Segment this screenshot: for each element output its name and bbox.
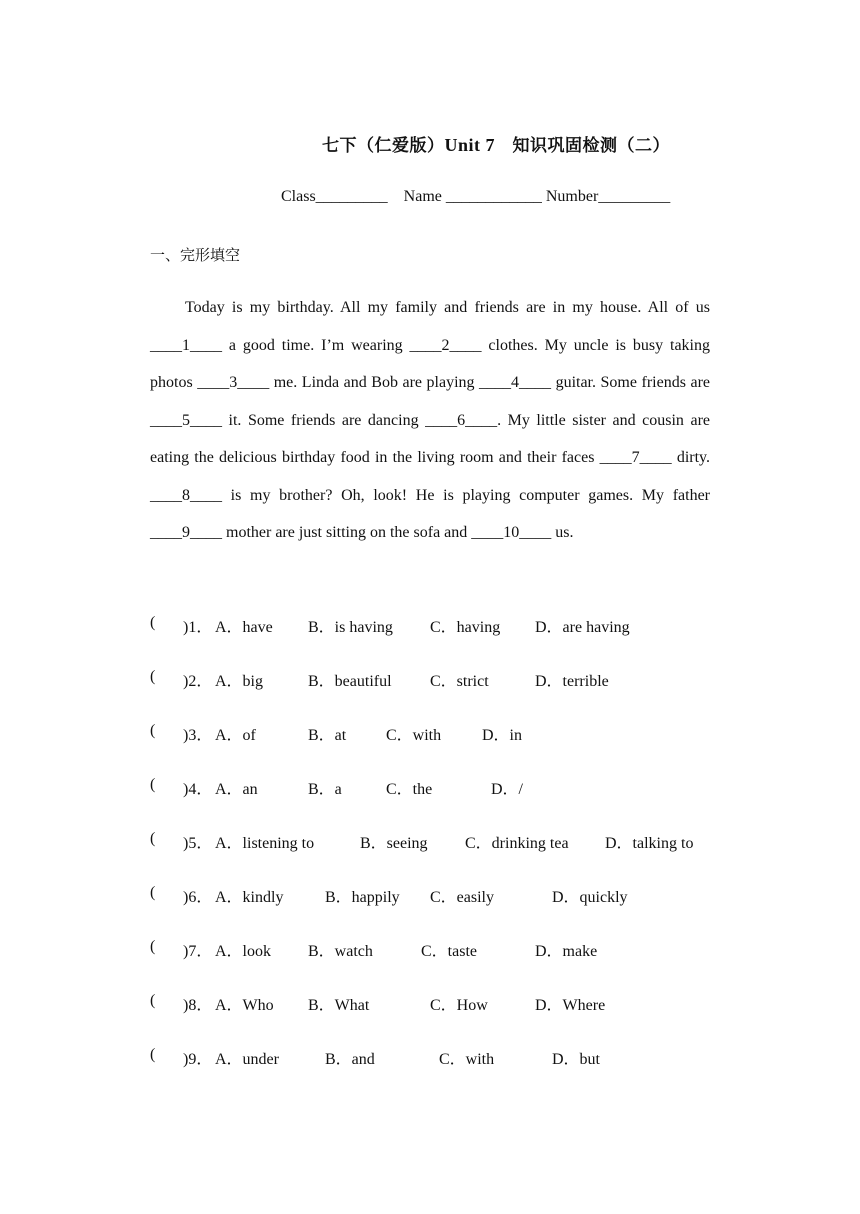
option-a[interactable]: A．under <box>215 1051 279 1068</box>
option-b[interactable]: B．at <box>308 727 347 744</box>
question-number: )7． <box>183 943 213 960</box>
title-unit: Unit 7 <box>444 135 496 155</box>
class-field[interactable]: Class_________ <box>281 188 388 205</box>
option-c[interactable]: C．strict <box>430 673 489 690</box>
option-d[interactable]: D．terrible <box>535 673 609 690</box>
question-number: )4． <box>183 781 213 798</box>
question-number: )2． <box>183 673 213 690</box>
option-c[interactable]: C．with <box>386 727 442 744</box>
cloze-passage: Today is my birthday. All my family and friends are in my house. All of us ____1____ a good time. I’m wearing ____2____ clothes. My uncle is busy taking photos ____3____ me. Linda and Bob are playing ____4____ guitar. Some friends are ____5____ it. Some friends are dancing ____6____. My little sister and cousin are eating the delicious birthday food in the living room and their faces ____7____ dirty. ____8____ is my brother? Oh, look! He is playing computer games. My father ____9____ mother are just sitting on the sofa and ____10____ us. <box>150 299 710 541</box>
page-title <box>322 131 670 156</box>
title-suffix: 知识巩固检测（二） <box>512 136 671 156</box>
number-field[interactable]: Number_________ <box>545 188 671 205</box>
option-c[interactable]: C．easily <box>430 889 494 906</box>
option-c[interactable]: C．with <box>439 1051 495 1068</box>
question-number: )1． <box>183 619 213 636</box>
option-a[interactable]: A．have <box>215 619 273 636</box>
option-b[interactable]: B．beautiful <box>308 673 392 690</box>
name-field[interactable]: Name ____________ <box>403 188 542 205</box>
answer-paren[interactable]: ( <box>150 938 156 955</box>
option-b[interactable]: B．watch <box>308 943 373 960</box>
option-a[interactable]: A．Who <box>215 997 274 1014</box>
option-a[interactable]: A．kindly <box>215 889 284 906</box>
option-d[interactable]: D．Where <box>535 997 606 1014</box>
answer-paren[interactable]: ( <box>150 830 156 847</box>
option-d[interactable]: D．quickly <box>552 889 628 906</box>
option-d[interactable]: D．in <box>482 727 523 744</box>
answer-paren[interactable]: ( <box>150 722 156 739</box>
section-heading: 一、完形填空 <box>150 246 241 264</box>
option-c[interactable]: C．drinking tea <box>465 835 569 852</box>
answer-paren[interactable]: ( <box>150 884 156 901</box>
option-b[interactable]: B．What <box>308 997 370 1014</box>
option-d[interactable]: D．are having <box>535 619 630 636</box>
option-c[interactable]: C．How <box>430 997 488 1014</box>
option-b[interactable]: B．is having <box>308 619 393 636</box>
option-b[interactable]: B．a <box>308 781 342 798</box>
option-b[interactable]: B．seeing <box>360 835 428 852</box>
answer-paren[interactable]: ( <box>150 1046 156 1063</box>
option-a[interactable]: A．an <box>215 781 258 798</box>
title-prefix: 七下（仁爱版） <box>322 136 445 156</box>
student-info-line <box>281 188 670 206</box>
question-number: )5． <box>183 835 213 852</box>
answer-paren[interactable]: ( <box>150 668 156 685</box>
option-d[interactable]: D．talking to <box>605 835 694 852</box>
question-number: )6． <box>183 889 213 906</box>
question-number: )3． <box>183 727 213 744</box>
question-number: )9． <box>183 1051 213 1068</box>
answer-paren[interactable]: ( <box>150 776 156 793</box>
answer-paren[interactable]: ( <box>150 614 156 631</box>
answer-paren[interactable]: ( <box>150 992 156 1009</box>
option-c[interactable]: C．the <box>386 781 433 798</box>
option-b[interactable]: B．and <box>325 1051 375 1068</box>
option-d[interactable]: D．/ <box>491 781 524 798</box>
option-a[interactable]: A．big <box>215 673 264 690</box>
option-c[interactable]: C．taste <box>421 943 477 960</box>
option-b[interactable]: B．happily <box>325 889 400 906</box>
option-a[interactable]: A．look <box>215 943 272 960</box>
option-a[interactable]: A．of <box>215 727 256 744</box>
option-d[interactable]: D．make <box>535 943 598 960</box>
option-a[interactable]: A．listening to <box>215 835 315 852</box>
option-c[interactable]: C．having <box>430 619 501 636</box>
option-d[interactable]: D．but <box>552 1051 601 1068</box>
question-number: )8． <box>183 997 213 1014</box>
